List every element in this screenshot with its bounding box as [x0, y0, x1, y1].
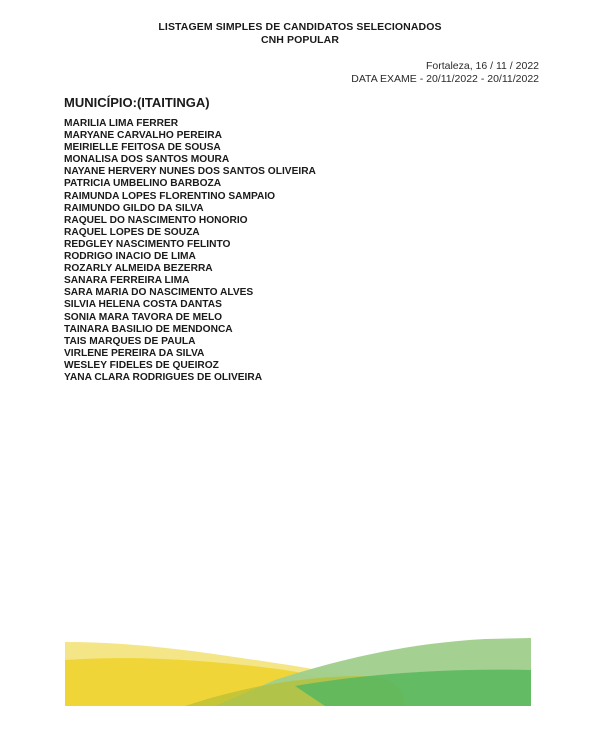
candidate-name: RAQUEL LOPES DE SOUZA — [64, 226, 200, 238]
candidate-name: MEIRIELLE FEITOSA DE SOUSA — [64, 142, 221, 154]
candidate-name: SONIA MARA TAVORA DE MELO — [64, 311, 223, 323]
candidate-name: RAIMUNDA LOPES FLORENTINO SAMPAIO — [64, 190, 276, 202]
candidate-name: WESLEY FIDELES DE QUEIROZ — [64, 359, 219, 371]
candidate-name: REDGLEY NASCIMENTO FELINTO — [64, 238, 231, 250]
candidate-name: NAYANE HERVERY NUNES DOS SANTOS OLIVEIRA — [64, 166, 316, 178]
candidate-name: TAIS MARQUES DE PAULA — [64, 335, 196, 347]
candidate-name: MARILIA LIMA FERRER — [64, 118, 179, 129]
document-title — [0, 21, 600, 46]
date-line: Fortaleza, 16 / 11 / 2022 — [425, 60, 539, 72]
candidate-name: MARYANE CARVALHO PEREIRA — [64, 130, 222, 142]
candidate-list — [64, 118, 316, 384]
municipio-heading: MUNICÍPIO:(ITAITINGA) — [64, 95, 210, 110]
candidate-name: PATRICIA UMBELINO BARBOZA — [64, 178, 222, 190]
candidate-name: SILVIA HELENA COSTA DANTAS — [64, 299, 222, 311]
exam-date-line: DATA EXAME - 20/11/2022 - 20/11/2022 — [351, 72, 539, 85]
candidate-name: SANARA FERREIRA LIMA — [64, 275, 190, 287]
title-line-2: CNH POPULAR — [260, 33, 340, 46]
footer-waves-decoration — [65, 636, 531, 706]
title-line-1: LISTAGEM SIMPLES DE CANDIDATOS SELECIONADOS — [158, 21, 442, 33]
candidate-name: TAINARA BASILIO DE MENDONCA — [64, 323, 233, 335]
candidate-name: VIRLENE PEREIRA DA SILVA — [64, 347, 205, 359]
candidate-name: YANA CLARA RODRIGUES DE OLIVEIRA — [64, 371, 263, 383]
candidate-name: SARA MARIA DO NASCIMENTO ALVES — [64, 287, 254, 299]
candidate-name: ROZARLY ALMEIDA BEZERRA — [64, 263, 213, 275]
candidate-name: MONALISA DOS SANTOS MOURA — [64, 154, 230, 166]
candidate-name: RAIMUNDO GILDO DA SILVA — [64, 202, 204, 214]
candidate-name: RODRIGO INACIO DE LIMA — [64, 251, 196, 263]
date-block — [351, 60, 539, 85]
candidate-name: RAQUEL DO NASCIMENTO HONORIO — [64, 214, 248, 226]
